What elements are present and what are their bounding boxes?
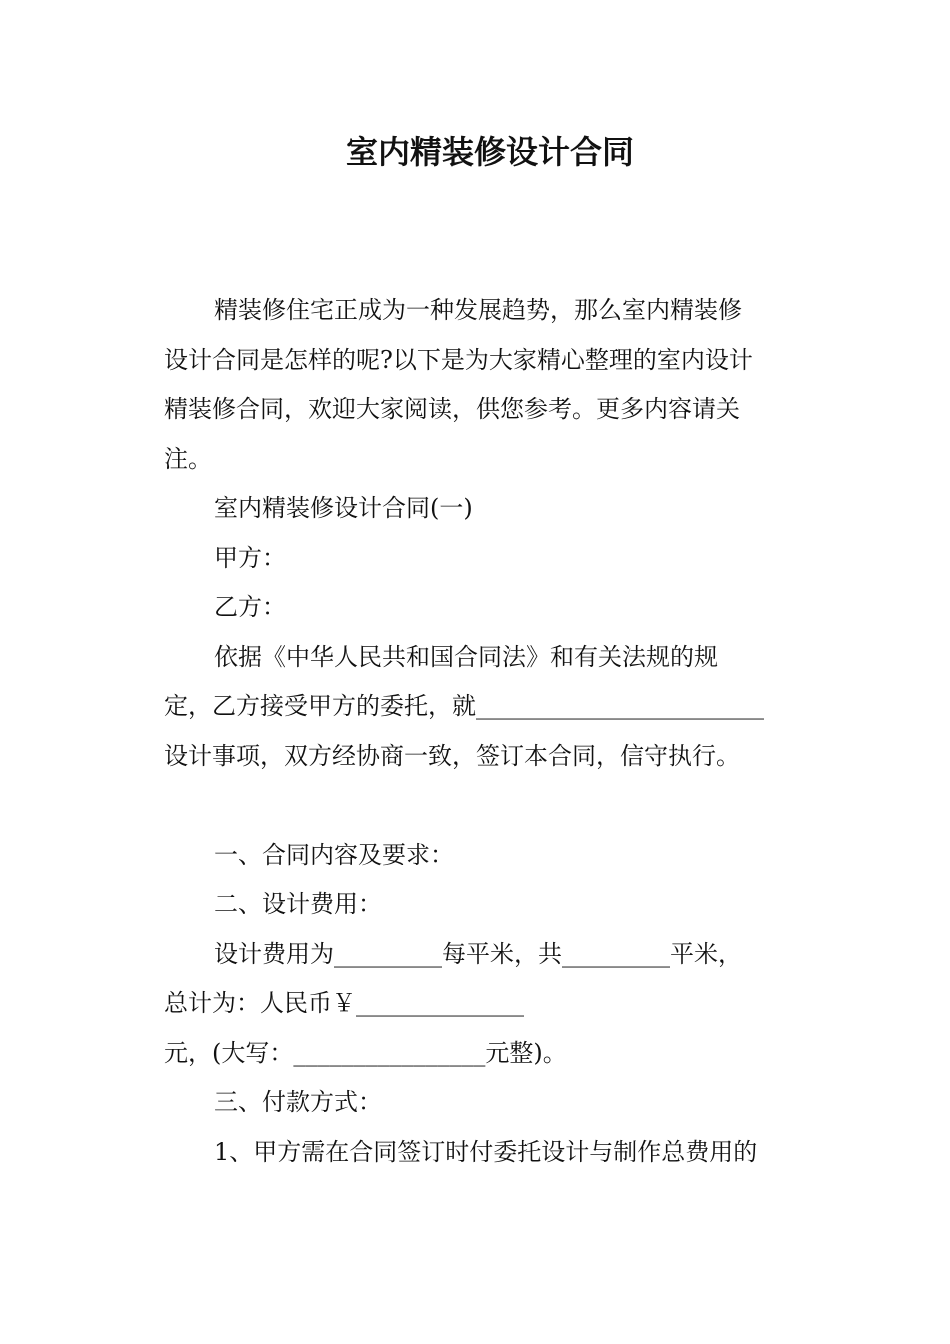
paragraph-line: 1、甲方需在合同签订时付委托设计与制作总费用的 [214, 1137, 758, 1166]
section-heading: 室内精装修设计合同(一) [214, 494, 473, 522]
paragraph-line: 设计合同是怎样的呢?以下是为大家精心整理的室内设计 [164, 345, 753, 374]
paragraph-line: 设计费用为_________每平米，共_________平米， [214, 939, 742, 968]
paragraph-line: 元，(大写：________________元整)。 [164, 1038, 567, 1067]
clause-heading: 三、付款方式： [214, 1088, 382, 1116]
paragraph-line: 总计为：人民币￥______________ [164, 989, 524, 1017]
clause-heading: 一、合同内容及要求： [214, 840, 454, 869]
paragraph-line: 精装修住宅正成为一种发展趋势，那么室内精装修 [214, 296, 742, 324]
clause-heading: 二、设计费用： [214, 890, 382, 918]
paragraph-line: 设计事项，双方经协商一致，签订本合同，信守执行。 [164, 741, 740, 770]
document-title: 室内精装修设计合同 [345, 133, 634, 171]
party-b-label: 乙方： [214, 593, 286, 621]
paragraph-line: 注。 [164, 444, 212, 473]
paragraph-line: 定，乙方接受甲方的委托，就________________________ [164, 692, 764, 720]
party-a-label: 甲方： [214, 543, 286, 572]
document-body [164, 286, 790, 1177]
paragraph-line: 依据《中华人民共和国合同法》和有关法规的规 [214, 642, 718, 671]
paragraph-line: 精装修合同，欢迎大家阅读，供您参考。更多内容请关 [164, 395, 740, 423]
spacer [164, 781, 790, 831]
